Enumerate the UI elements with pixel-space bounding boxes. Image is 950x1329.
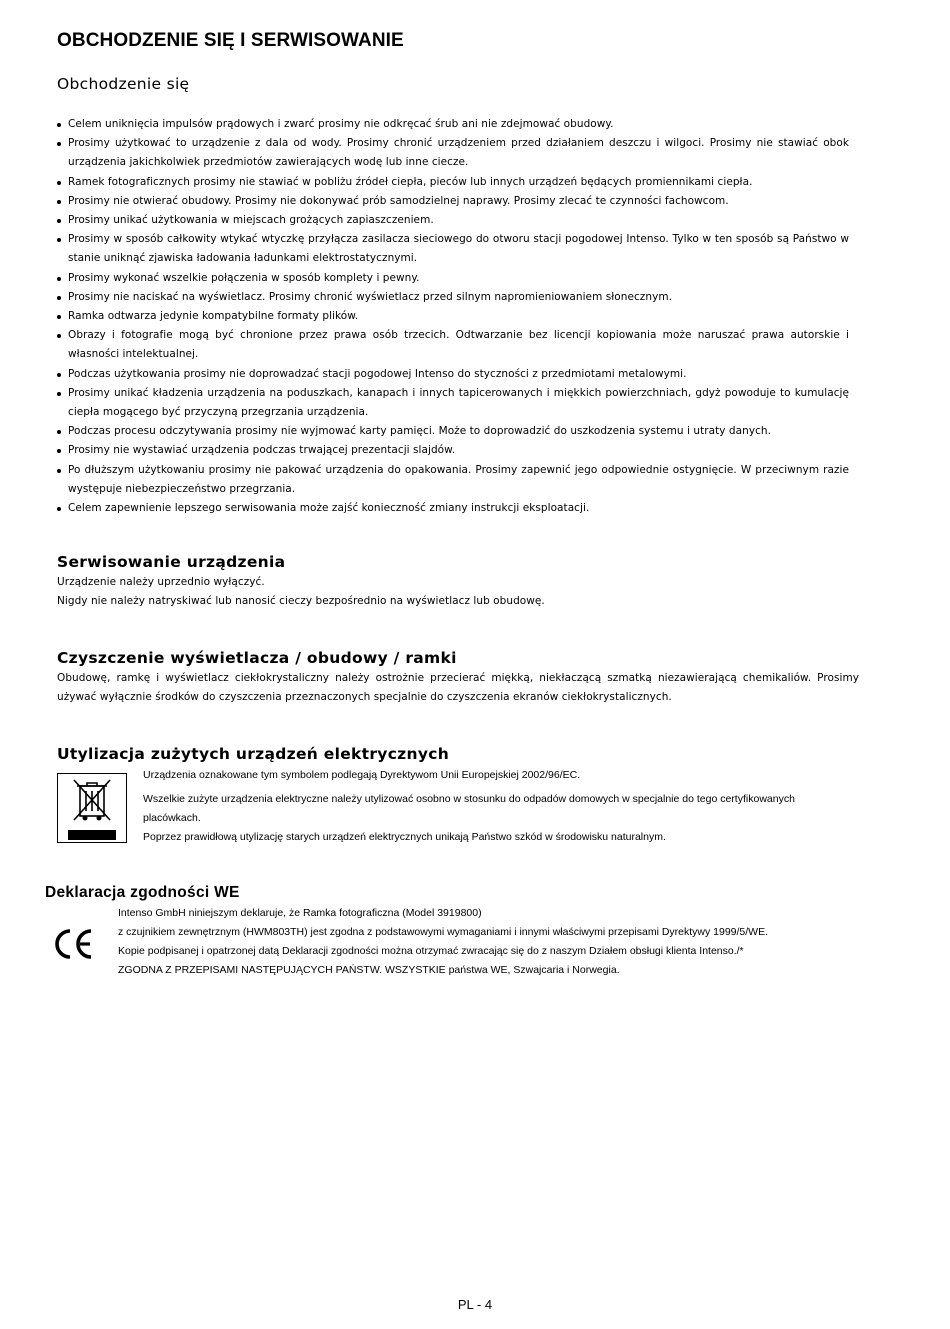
ce-mark-icon: [52, 928, 94, 960]
list-item: Prosimy nie naciskać na wyświetlacz. Prosimy chronić wyświetlacz przed silnym napromieniowaniem słonecznym.: [57, 288, 849, 307]
list-item: Ramka odtwarza jedynie kompatybilne formaty plików.: [57, 307, 849, 326]
service-line-1: Urządzenie należy uprzednio wyłączyć.: [57, 576, 265, 588]
list-item: Prosimy użytkować to urządzenie z dala od wody. Prosimy chronić urządzeniem przed działaniem deszczu i wilgoci. Prosimy nie stawiać obok urządzenia jakichkolwiek przedmiotów zawierających wodę lub inne ciecze.: [57, 134, 849, 172]
list-item: Podczas procesu odczytywania prosimy nie wyjmować karty pamięci. Może to doprowadzić do uszkodzenia systemu i utraty danych.: [57, 422, 849, 441]
service-line-2: Nigdy nie należy natryskiwać lub nanosić cieczy bezpośrednio na wyświetlacz lub obudowę.: [57, 595, 545, 607]
handling-list: [57, 115, 849, 518]
list-item: Prosimy unikać użytkowania w miejscach grożących zapiaszczeniem.: [57, 211, 849, 230]
page-number: PL - 4: [457, 1297, 493, 1312]
list-item: Prosimy wykonać wszelkie połączenia w sposób komplety i pewny.: [57, 269, 849, 288]
cleaning-heading: Czyszczenie wyświetlacza / obudowy / ramki: [57, 649, 457, 667]
list-item: Obrazy i fotografie mogą być chronione przez prawa osób trzecich. Odtwarzanie bez licencji kopiowania może naruszać prawa autorskie i własności intelektualnej.: [57, 326, 849, 364]
declaration-line-3: Kopie podpisanej i opatrzonej datą Deklaracji zgodności można otrzymać zwracając się do z naszym Działem obsługi klienta Intenso./*: [118, 945, 744, 957]
list-item: Celem uniknięcia impulsów prądowych i zwarć prosimy nie odkręcać śrub ani nie zdejmować obudowy.: [57, 115, 849, 134]
list-item: Podczas użytkowania prosimy nie doprowadzać stacji pogodowej Intenso do styczności z przedmiotami metalowymi.: [57, 365, 849, 384]
disposal-line-1: Urządzenia oznakowane tym symbolem podlegają Dyrektywom Unii Europejskiej 2002/96/EC.: [143, 769, 581, 781]
disposal-line-3: Poprzez prawidłową utylizację starych urządzeń elektrycznych unikają Państwo szkód w środowisku naturalnym.: [143, 831, 666, 843]
disposal-line-2: Wszelkie zużyte urządzenia elektryczne należy utylizować osobno w stosunku do odpadów domowych w specjalnie do tego certyfikowanych placówkach.: [143, 793, 795, 825]
declaration-heading: Deklaracja zgodności WE: [45, 884, 240, 901]
list-item: Prosimy w sposób całkowity wtykać wtyczkę przyłącza zasilacza sieciowego do otworu stacji pogodowej Intenso. Tylko w ten sposób są Państwo w stanie uniknąć zjawiska ładowania ładunkami elektrostatycznymi.: [57, 230, 849, 268]
list-item: Prosimy nie wystawiać urządzenia podczas trwającej prezentacji slajdów.: [57, 441, 849, 460]
disposal-heading: Utylizacja zużytych urządzeń elektrycznych: [57, 745, 450, 763]
declaration-line-2: z czujnikiem zewnętrznym (HWM803TH) jest zgodna z podstawowymi wymaganiami i innymi właściwymi przepisami Dyrektywy 1999/5/WE.: [118, 926, 769, 938]
page-title: OBCHODZENIE SIĘ I SERWISOWANIE: [57, 30, 404, 51]
handling-heading: Obchodzenie się: [57, 75, 190, 93]
list-item: Po dłuższym użytkowaniu prosimy nie pakować urządzenia do opakowania. Prosimy zapewnić jego odpowiednie ostygnięcie. W przeciwnym razie występuje niebezpieczeństwo przegrzania.: [57, 461, 849, 499]
cleaning-text: Obudowę, ramkę i wyświetlacz ciekłokrystaliczny należy ostrożnie przecierać miękką, niekłaczącą szmatką niezawierającą chemikaliów. Prosimy używać wyłącznie środków do czyszczenia przeznaczonych specjalnie do czyszczenia ekranów ciekłokrystalicznych.: [57, 672, 859, 704]
list-item: Prosimy unikać kładzenia urządzenia na poduszkach, kanapach i innych tapicerowanych i miękkich powierzchniach, gdyż powoduje to kumulację ciepła mogącego być przyczyną przegrzania urządzenia.: [57, 384, 849, 422]
list-item: Celem zapewnienie lepszego serwisowania może zajść konieczność zmiany instrukcji eksploatacji.: [57, 499, 849, 518]
list-item: Prosimy nie otwierać obudowy. Prosimy nie dokonywać prób samodzielnej naprawy. Prosimy zlecać te czynności fachowcom.: [57, 192, 849, 211]
service-heading: Serwisowanie urządzenia: [57, 553, 286, 571]
weee-crossed-bin-icon: [57, 773, 127, 843]
declaration-line-1: Intenso GmbH niniejszym deklaruje, że Ramka fotograficzna (Model 3919800): [118, 907, 482, 919]
declaration-line-4: ZGODNA Z PRZEPISAMI NASTĘPUJĄCYCH PAŃSTW. WSZYSTKIE państwa WE, Szwajcaria i Norwegia.: [118, 964, 620, 976]
list-item: Ramek fotograficznych prosimy nie stawiać w pobliżu źródeł ciepła, pieców lub innych urządzeń będących promiennikami ciepła.: [57, 173, 849, 192]
